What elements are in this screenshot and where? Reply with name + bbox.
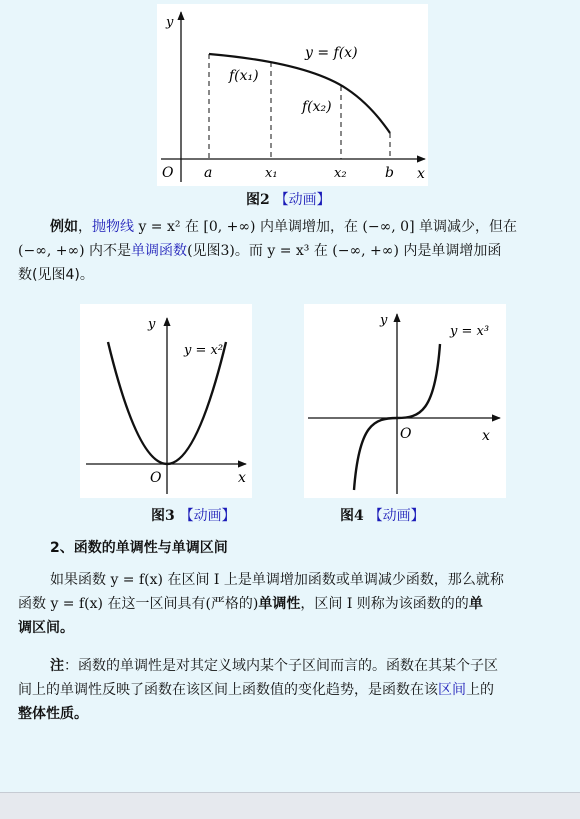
fig2-tick-x2: x₂ bbox=[334, 166, 347, 181]
monotonicity-term: 单调性 bbox=[258, 596, 301, 612]
example-text-3: (见图3)。而 y = x³ 在 (−∞, +∞) 内是单调增加函 bbox=[187, 243, 502, 259]
fig2-origin-label: O bbox=[162, 165, 174, 181]
figure-2-graph bbox=[157, 4, 428, 186]
fig4-curve-label: y = x³ bbox=[450, 324, 490, 339]
note-lead: 注 bbox=[50, 658, 64, 674]
figure-2-caption bbox=[246, 189, 331, 209]
example-text-4: 数(见图4)。 bbox=[18, 267, 94, 283]
fig2-tick-b: b bbox=[385, 165, 394, 181]
note-paragraph bbox=[18, 654, 568, 726]
figure-2-title: 图2 bbox=[246, 192, 270, 208]
fig3-x-label: x bbox=[238, 470, 246, 486]
fig4-x-label: x bbox=[482, 428, 490, 444]
fig2-point2-label: f(x₂) bbox=[302, 99, 332, 115]
definition-paragraph bbox=[18, 568, 568, 640]
fig3-curve-label: y = x² bbox=[184, 343, 224, 358]
example-paragraph bbox=[18, 215, 568, 287]
figure-3 bbox=[80, 304, 252, 498]
definition-line-2a: 函数 y = f(x) 在这一区间具有(严格的) bbox=[18, 596, 259, 612]
fig2-tick-a: a bbox=[204, 165, 213, 181]
example-comma: ， bbox=[78, 219, 92, 235]
bottom-scroll-bar[interactable] bbox=[0, 792, 580, 819]
figure-4 bbox=[304, 304, 506, 498]
fig4-origin-label: O bbox=[400, 426, 412, 442]
example-text-1: y = x² 在 [0, +∞) 内单调增加，在 (−∞, 0] 单调减少，但在 bbox=[134, 219, 517, 235]
fig2-tick-x1: x₁ bbox=[265, 166, 278, 181]
interval-link[interactable]: 区间 bbox=[438, 682, 466, 698]
example-text-2: (−∞, +∞) 内不是 bbox=[18, 243, 132, 259]
figure-4-graph bbox=[304, 304, 506, 498]
figure-3-caption bbox=[151, 505, 236, 525]
fig3-y-label: y bbox=[148, 317, 156, 332]
holistic-property-term: 整体性质。 bbox=[18, 706, 88, 722]
figure-4-caption bbox=[340, 505, 425, 525]
example-lead: 例如 bbox=[50, 219, 78, 235]
fig2-curve-label: y = f(x) bbox=[305, 45, 358, 61]
fig4-y-label: y bbox=[380, 313, 388, 328]
figure-3-graph bbox=[80, 304, 252, 498]
figure-4-animation-link[interactable]: 【动画】 bbox=[368, 508, 425, 524]
figure-2 bbox=[157, 4, 428, 186]
definition-line-2d: 单 bbox=[468, 596, 483, 612]
parabola-link[interactable]: 抛物线 bbox=[92, 219, 134, 235]
note-line-1: ：函数的单调性是对其定义域内某个子区间而言的。函数在其某个子区 bbox=[64, 658, 498, 674]
fig2-x-label: x bbox=[417, 166, 425, 182]
definition-line-2c: ，区间 I 则称为该函数的的 bbox=[300, 596, 469, 612]
note-line-2b: 上的 bbox=[466, 682, 494, 698]
figure-2-animation-link[interactable]: 【动画】 bbox=[274, 192, 331, 208]
definition-line-1: 如果函数 y = f(x) 在区间 I 上是单调增加函数或单调减少函数，那么就称 bbox=[50, 572, 504, 588]
figure-4-title: 图4 bbox=[340, 508, 364, 524]
fig2-y-label: y bbox=[166, 15, 174, 30]
monotone-function-link[interactable]: 单调函数 bbox=[131, 243, 188, 259]
figure-3-title: 图3 bbox=[151, 508, 175, 524]
note-line-2a: 间上的单调性反映了函数在该区间上函数值的变化趋势，是函数在该 bbox=[18, 682, 438, 698]
fig2-point1-label: f(x₁) bbox=[229, 68, 259, 84]
section-heading: 2、函数的单调性与单调区间 bbox=[50, 540, 228, 556]
fig2-curve bbox=[209, 54, 390, 133]
figure-3-animation-link[interactable]: 【动画】 bbox=[179, 508, 236, 524]
fig3-origin-label: O bbox=[150, 470, 162, 486]
monotone-interval-term: 调区间。 bbox=[18, 620, 74, 636]
